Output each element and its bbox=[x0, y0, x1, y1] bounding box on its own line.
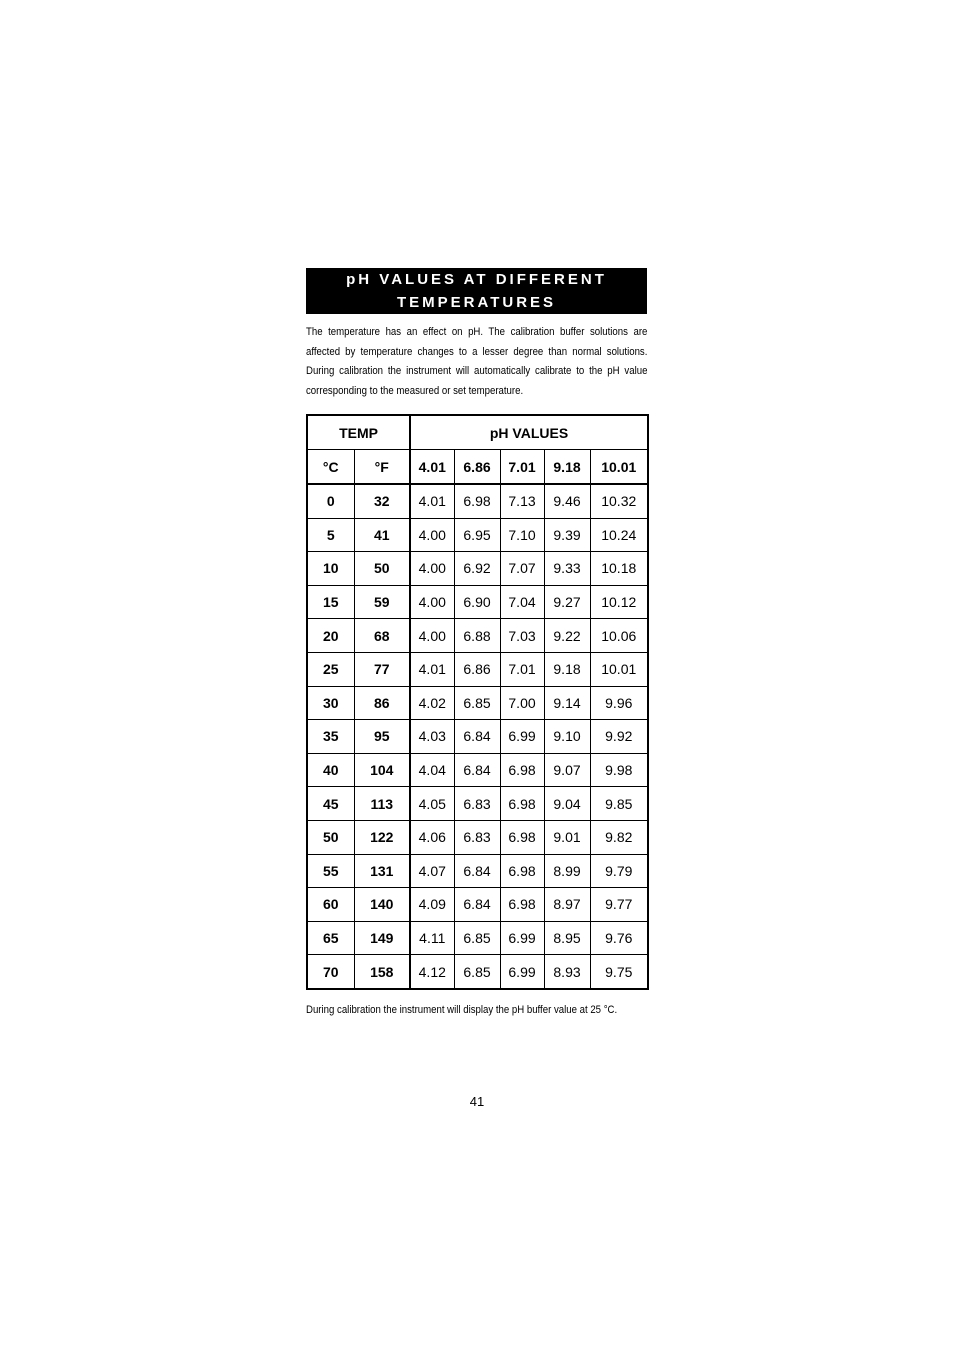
fahrenheit-cell: 50 bbox=[354, 552, 410, 586]
celsius-cell: 60 bbox=[307, 888, 354, 922]
ph-value-cell: 4.03 bbox=[410, 720, 454, 754]
ph-value-cell: 7.01 bbox=[500, 652, 544, 686]
ph-value-cell: 4.12 bbox=[410, 955, 454, 989]
ph-value-cell: 4.00 bbox=[410, 552, 454, 586]
table-row bbox=[307, 652, 648, 686]
ph-value-cell: 4.09 bbox=[410, 888, 454, 922]
ph-value-cell: 6.99 bbox=[500, 921, 544, 955]
fahrenheit-cell: 32 bbox=[354, 484, 410, 518]
ph-value-cell: 9.82 bbox=[590, 820, 648, 854]
ph-value-cell: 4.06 bbox=[410, 820, 454, 854]
section-title bbox=[306, 268, 647, 314]
ph-value-cell: 9.27 bbox=[544, 585, 590, 619]
celsius-cell: 40 bbox=[307, 753, 354, 787]
ph-value-cell: 6.90 bbox=[454, 585, 500, 619]
fahrenheit-cell: 113 bbox=[354, 787, 410, 821]
ph-value-cell: 4.00 bbox=[410, 619, 454, 653]
ph-value-cell: 9.10 bbox=[544, 720, 590, 754]
ph-value-cell: 9.14 bbox=[544, 686, 590, 720]
fahrenheit-cell: 122 bbox=[354, 820, 410, 854]
ph-value-cell: 6.84 bbox=[454, 753, 500, 787]
table-row bbox=[307, 820, 648, 854]
ph-value-cell: 7.04 bbox=[500, 585, 544, 619]
fahrenheit-header: °F bbox=[354, 450, 410, 485]
ph-value-cell: 6.98 bbox=[500, 888, 544, 922]
ph-value-cell: 6.98 bbox=[500, 753, 544, 787]
table-row bbox=[307, 686, 648, 720]
fahrenheit-cell: 140 bbox=[354, 888, 410, 922]
table-row bbox=[307, 619, 648, 653]
ph-value-cell: 9.98 bbox=[590, 753, 648, 787]
ph-value-cell: 10.24 bbox=[590, 518, 648, 552]
ph-value-cell: 7.03 bbox=[500, 619, 544, 653]
fahrenheit-cell: 68 bbox=[354, 619, 410, 653]
table-row bbox=[307, 518, 648, 552]
ph-value-cell: 6.84 bbox=[454, 888, 500, 922]
ph-value-cell: 7.10 bbox=[500, 518, 544, 552]
temp-header: TEMP bbox=[307, 415, 410, 450]
ph-value-cell: 7.00 bbox=[500, 686, 544, 720]
ph-value-cell: 6.85 bbox=[454, 921, 500, 955]
ph-value-cell: 9.46 bbox=[544, 484, 590, 518]
ph-value-cell: 9.77 bbox=[590, 888, 648, 922]
ph-value-cell: 8.95 bbox=[544, 921, 590, 955]
ph-value-cell: 6.83 bbox=[454, 787, 500, 821]
ph-value-cell: 9.76 bbox=[590, 921, 648, 955]
ph-value-cell: 4.00 bbox=[410, 585, 454, 619]
ph-value-cell: 9.18 bbox=[544, 652, 590, 686]
buffer-header: 7.01 bbox=[500, 450, 544, 485]
ph-value-cell: 9.75 bbox=[590, 955, 648, 989]
celsius-cell: 20 bbox=[307, 619, 354, 653]
celsius-cell: 25 bbox=[307, 652, 354, 686]
table-row bbox=[307, 753, 648, 787]
table-body bbox=[307, 484, 648, 989]
ph-value-cell: 6.86 bbox=[454, 652, 500, 686]
ph-value-cell: 8.97 bbox=[544, 888, 590, 922]
buffer-header: 4.01 bbox=[410, 450, 454, 485]
table-row bbox=[307, 787, 648, 821]
ph-value-cell: 9.85 bbox=[590, 787, 648, 821]
fahrenheit-cell: 149 bbox=[354, 921, 410, 955]
ph-value-cell: 10.01 bbox=[590, 652, 648, 686]
table-row bbox=[307, 854, 648, 888]
table-row bbox=[307, 585, 648, 619]
table-row bbox=[307, 484, 648, 518]
ph-value-cell: 6.99 bbox=[500, 720, 544, 754]
fahrenheit-cell: 131 bbox=[354, 854, 410, 888]
ph-value-cell: 9.01 bbox=[544, 820, 590, 854]
ph-value-cell: 10.32 bbox=[590, 484, 648, 518]
buffer-header: 10.01 bbox=[590, 450, 648, 485]
celsius-cell: 5 bbox=[307, 518, 354, 552]
ph-value-cell: 9.79 bbox=[590, 854, 648, 888]
ph-value-cell: 6.95 bbox=[454, 518, 500, 552]
ph-value-cell: 6.98 bbox=[454, 484, 500, 518]
ph-value-cell: 10.12 bbox=[590, 585, 648, 619]
fahrenheit-cell: 86 bbox=[354, 686, 410, 720]
celsius-header: °C bbox=[307, 450, 354, 485]
ph-value-cell: 8.99 bbox=[544, 854, 590, 888]
section-title-line-1: pH VALUES AT DIFFERENT bbox=[346, 271, 607, 288]
ph-value-cell: 9.92 bbox=[590, 720, 648, 754]
celsius-cell: 55 bbox=[307, 854, 354, 888]
ph-value-cell: 6.98 bbox=[500, 854, 544, 888]
ph-value-cell: 4.01 bbox=[410, 484, 454, 518]
ph-value-cell: 6.85 bbox=[454, 686, 500, 720]
celsius-cell: 65 bbox=[307, 921, 354, 955]
ph-value-cell: 4.00 bbox=[410, 518, 454, 552]
table-row bbox=[307, 888, 648, 922]
ph-value-cell: 4.02 bbox=[410, 686, 454, 720]
celsius-cell: 0 bbox=[307, 484, 354, 518]
table-row bbox=[307, 552, 648, 586]
fahrenheit-cell: 77 bbox=[354, 652, 410, 686]
celsius-cell: 70 bbox=[307, 955, 354, 989]
ph-value-cell: 9.22 bbox=[544, 619, 590, 653]
table-row bbox=[307, 720, 648, 754]
ph-values-header: pH VALUES bbox=[410, 415, 648, 450]
buffer-header: 6.86 bbox=[454, 450, 500, 485]
buffer-header: 9.18 bbox=[544, 450, 590, 485]
ph-value-cell: 8.93 bbox=[544, 955, 590, 989]
celsius-cell: 45 bbox=[307, 787, 354, 821]
table-row bbox=[307, 921, 648, 955]
celsius-cell: 15 bbox=[307, 585, 354, 619]
ph-value-cell: 10.06 bbox=[590, 619, 648, 653]
ph-value-cell: 6.99 bbox=[500, 955, 544, 989]
ph-value-cell: 9.07 bbox=[544, 753, 590, 787]
celsius-cell: 10 bbox=[307, 552, 354, 586]
table-row bbox=[307, 955, 648, 989]
ph-value-cell: 6.98 bbox=[500, 820, 544, 854]
celsius-cell: 50 bbox=[307, 820, 354, 854]
fahrenheit-cell: 95 bbox=[354, 720, 410, 754]
ph-value-cell: 4.05 bbox=[410, 787, 454, 821]
ph-value-cell: 6.84 bbox=[454, 720, 500, 754]
ph-temperature-table bbox=[306, 414, 649, 990]
section-title-line-2: TEMPERATURES bbox=[396, 294, 557, 311]
ph-value-cell: 9.04 bbox=[544, 787, 590, 821]
ph-value-cell: 6.98 bbox=[500, 787, 544, 821]
ph-value-cell: 4.11 bbox=[410, 921, 454, 955]
intro-paragraph: The temperature has an effect on pH. The calibration buffer solutions are affected by temperature changes to a lesser degree than normal solutions. During calibration the instrument will automatically calibrate to the pH value corresponding to the measured or set temperature. bbox=[306, 326, 648, 397]
celsius-cell: 30 bbox=[307, 686, 354, 720]
ph-value-cell: 6.85 bbox=[454, 955, 500, 989]
fahrenheit-cell: 158 bbox=[354, 955, 410, 989]
ph-value-cell: 10.18 bbox=[590, 552, 648, 586]
fahrenheit-cell: 41 bbox=[354, 518, 410, 552]
footnote: During calibration the instrument will display the pH buffer value at 25 °C. bbox=[306, 1004, 618, 1016]
ph-value-cell: 9.33 bbox=[544, 552, 590, 586]
ph-value-cell: 6.83 bbox=[454, 820, 500, 854]
page-number: 41 bbox=[469, 1094, 485, 1109]
ph-value-cell: 9.96 bbox=[590, 686, 648, 720]
fahrenheit-cell: 59 bbox=[354, 585, 410, 619]
ph-value-cell: 4.01 bbox=[410, 652, 454, 686]
ph-value-cell: 4.04 bbox=[410, 753, 454, 787]
ph-value-cell: 7.13 bbox=[500, 484, 544, 518]
celsius-cell: 35 bbox=[307, 720, 354, 754]
ph-value-cell: 4.07 bbox=[410, 854, 454, 888]
fahrenheit-cell: 104 bbox=[354, 753, 410, 787]
ph-value-cell: 6.92 bbox=[454, 552, 500, 586]
ph-value-cell: 6.88 bbox=[454, 619, 500, 653]
ph-value-cell: 6.84 bbox=[454, 854, 500, 888]
ph-value-cell: 7.07 bbox=[500, 552, 544, 586]
ph-value-cell: 9.39 bbox=[544, 518, 590, 552]
